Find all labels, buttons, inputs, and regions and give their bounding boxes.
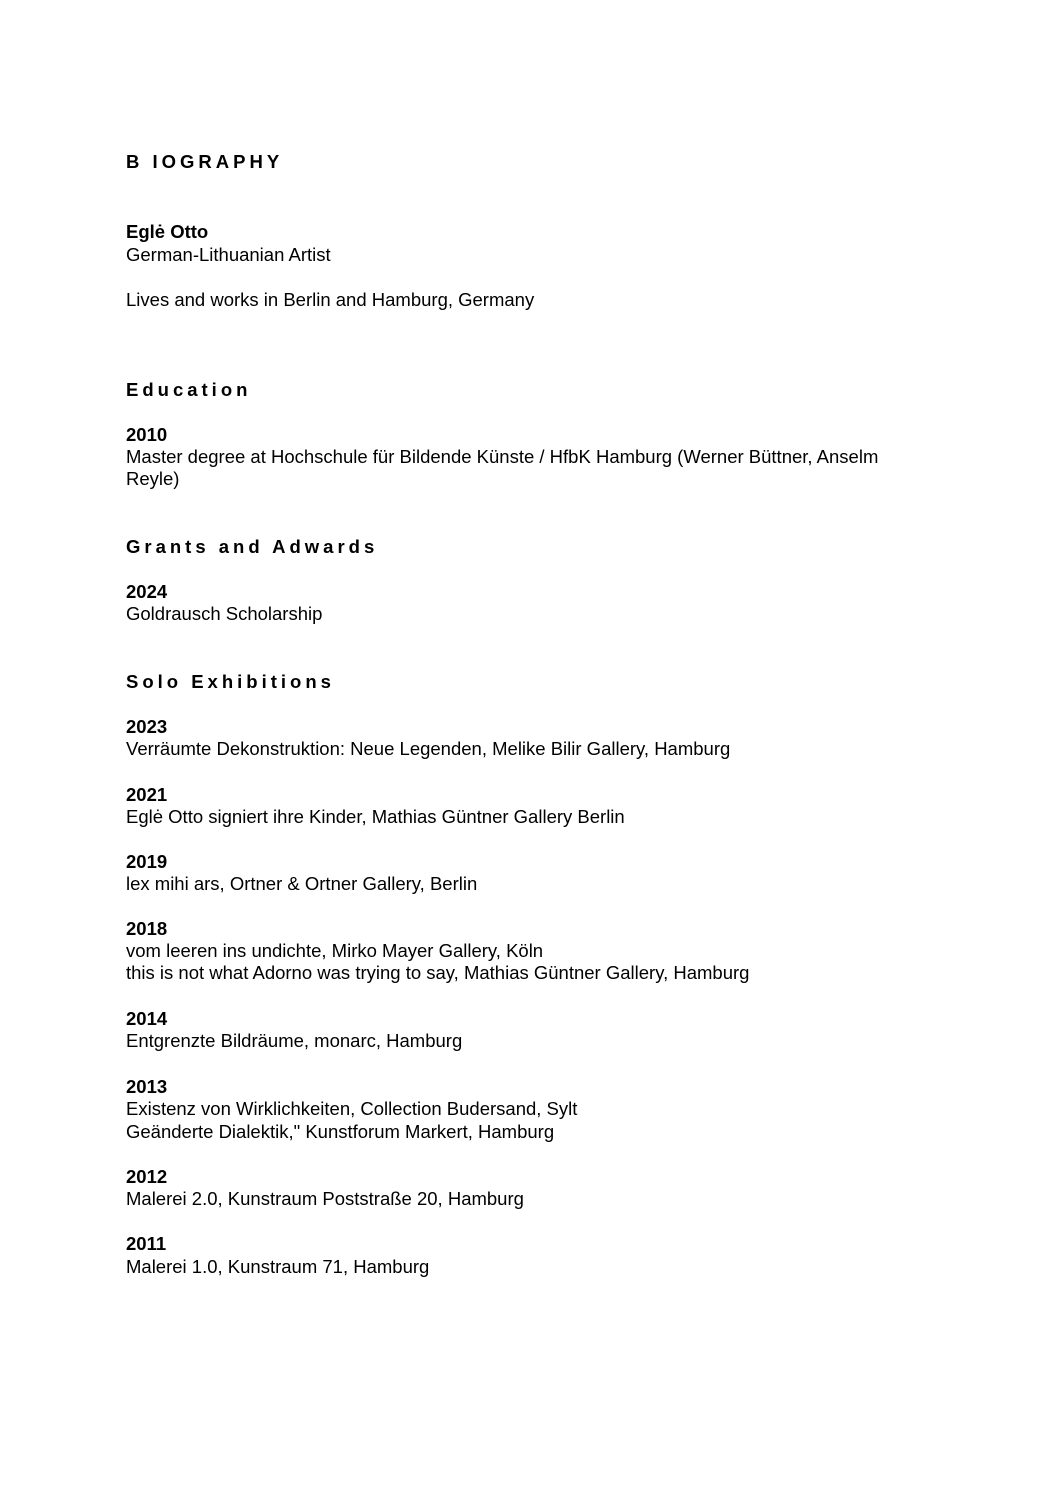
artist-name: Eglė Otto <box>126 221 209 242</box>
entry-year: 2021 <box>126 784 168 805</box>
education-heading: Education <box>126 379 252 400</box>
entry-text: lex mihi ars, Ortner & Ortner Gallery, Berlin <box>126 873 478 894</box>
entry-text: Malerei 1.0, Kunstraum 71, Hamburg <box>126 1256 430 1277</box>
entry-year: 2011 <box>126 1233 167 1254</box>
entry-text: Geänderte Dialektik," Kunstforum Markert, Hamburg <box>126 1121 555 1142</box>
entry-year: 2010 <box>126 424 168 445</box>
entry-year: 2014 <box>126 1008 168 1029</box>
artist-residence: Lives and works in Berlin and Hamburg, Germany <box>126 289 535 310</box>
entry-year: 2013 <box>126 1076 168 1097</box>
entry-year: 2023 <box>126 716 168 737</box>
entry-text: Malerei 2.0, Kunstraum Poststraße 20, Hamburg <box>126 1188 524 1209</box>
entry-text: this is not what Adorno was trying to say, Mathias Güntner Gallery, Hamburg <box>126 962 750 983</box>
entry-text: Goldrausch Scholarship <box>126 603 323 624</box>
entry-text: Eglė Otto signiert ihre Kinder, Mathias Güntner Gallery Berlin <box>126 806 625 827</box>
entry-text: Master degree at Hochschule für Bildende Künste / HfbK Hamburg (Werner Büttner, Anselm Reyle) <box>126 446 879 489</box>
entry-year: 2019 <box>126 851 168 872</box>
entry-year: 2012 <box>126 1166 168 1187</box>
entry-text: Verräumte Dekonstruktion: Neue Legenden, Melike Bilir Gallery, Hamburg <box>126 738 731 759</box>
grants-heading: Grants and Adwards <box>126 536 379 557</box>
solo-heading: Solo Exhibitions <box>126 671 335 692</box>
artist-description: German-Lithuanian Artist <box>126 244 331 265</box>
entry-year: 2018 <box>126 918 168 939</box>
entry-year: 2024 <box>126 581 168 602</box>
entry-text: Existenz von Wirklichkeiten, Collection Budersand, Sylt <box>126 1098 578 1119</box>
entry-text: vom leeren ins undichte, Mirko Mayer Gallery, Köln <box>126 940 544 961</box>
entry-text: Entgrenzte Bildräume, monarc, Hamburg <box>126 1030 463 1051</box>
page-title: B IOGRAPHY <box>126 151 284 172</box>
